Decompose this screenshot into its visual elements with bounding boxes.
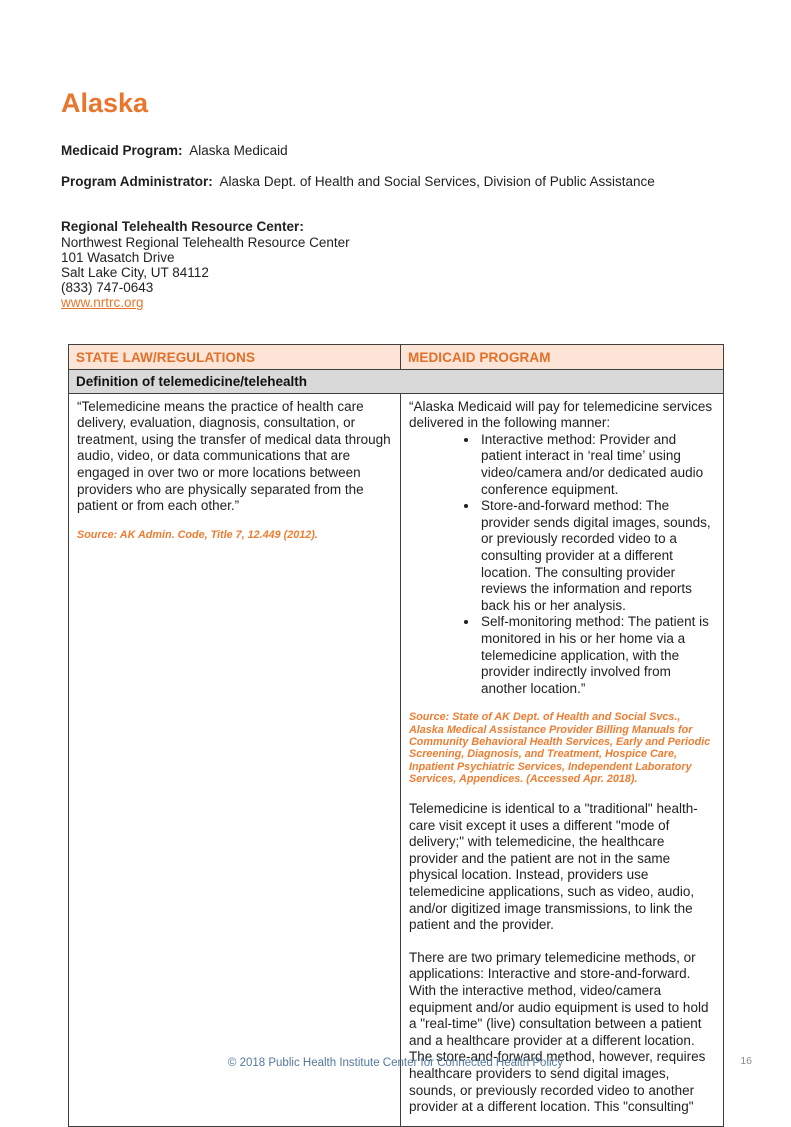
- medicaid-intro: “Alaska Medicaid will pay for telemedicine services delivered in the following manner:: [409, 398, 713, 431]
- medicaid-paragraph-1: Telemedicine is identical to a "traditional" health-care visit except it uses a different "mode of delivery;" with telemedicine, the healthcare provider and the patient are not in the same physical location. Instead, providers use telemedicine applications, such as video, audio, and/or digitized image transmissions, to link the patient and the provider.: [409, 801, 698, 933]
- medicaid-source-citation: Source: State of AK Dept. of Health and Social Svcs., Alaska Medical Assistance Provider Billing Manuals for Community Behavioral Health Services, Early and Periodic Screening, Diagnosis, and Treatment, Hospice Care, Inpatient Psychiatric Services, Independent Laboratory Services, Appendices. (Accessed Apr. 2018).: [409, 711, 711, 785]
- column-header-medicaid-program: MEDICAID PROGRAM: [401, 344, 724, 369]
- footer-copyright: © 2018 Public Health Institute Center for Connected Health Policy: [227, 1057, 564, 1069]
- program-administrator-label: Program Administrator:: [61, 174, 213, 190]
- policy-table: [68, 344, 724, 1127]
- rtrc-city: Salt Lake City, UT 84112: [61, 265, 209, 281]
- list-item: • Interactive method: Provider and patient interact in ‘real time’ using video/camera and/or dedicated audio conference equipment.: [479, 432, 715, 498]
- nrtrc-link[interactable]: www.nrtrc.org: [61, 295, 144, 311]
- state-law-cell: [69, 393, 401, 1126]
- list-item: • Store-and-forward method: The provider sends digital images, sounds, or previously recorded video to a consulting provider at a different location. The consulting provider reviews the information and reports back his or her analysis.: [479, 498, 715, 614]
- state-law-source-citation: Source: AK Admin. Code, Title 7, 12.449 (2012).: [77, 528, 318, 541]
- state-law-definition: “Telemedicine means the practice of health care delivery, evaluation, diagnosis, consultation, or treatment, using the transfer of medical data through audio, video, or data communications that are engaged in over two or more locations between providers who are physically separated from the patient or from each other.”: [77, 398, 391, 514]
- medicaid-paragraph-2: There are two primary telemedicine methods, or applications: Interactive and store-and-forward. With the interactive method, video/camera equipment and/or audio equipment is used to hold a "real-time" (live) consultation between a patient and a healthcare provider at a different location. The store-and-forward method, however, requires healthcare providers to send digital images, sounds, or previously recorded video to another provider at a different location. This "consulting": [409, 949, 709, 1115]
- document-page: [0, 88, 791, 1115]
- section-title-definition: Definition of telemedicine/telehealth: [69, 369, 724, 393]
- medicaid-program-label: Medicaid Program:: [61, 143, 183, 158]
- table-content-row: [69, 393, 724, 1126]
- medicaid-program-value: Alaska Medicaid: [189, 143, 288, 158]
- table-section-row: [69, 369, 724, 393]
- table-header-row: [69, 344, 724, 369]
- page-title: Alaska: [61, 88, 149, 118]
- medicaid-program-cell: [401, 393, 724, 1126]
- rtrc-phone: (833) 747-0643: [61, 280, 154, 296]
- program-administrator-line: [61, 158, 723, 189]
- rtrc-name: Northwest Regional Telehealth Resource Center: [61, 234, 350, 250]
- medicaid-methods-list: [409, 432, 715, 698]
- medicaid-program-line: [61, 118, 723, 158]
- rtrc-label: Regional Telehealth Resource Center:: [61, 219, 304, 235]
- column-header-state-law: STATE LAW/REGULATIONS: [69, 344, 401, 369]
- telehealth-resource-center-block: [61, 219, 723, 310]
- program-administrator-value: Alaska Dept. of Health and Social Services, Division of Public Assistance: [219, 174, 655, 190]
- page-number: 16: [740, 1055, 752, 1067]
- list-item: • Self-monitoring method: The patient is monitored in his or her home via a telemedicine application, with the provider indirectly involved from another location.”: [479, 614, 715, 697]
- rtrc-street: 101 Wasatch Drive: [61, 249, 175, 265]
